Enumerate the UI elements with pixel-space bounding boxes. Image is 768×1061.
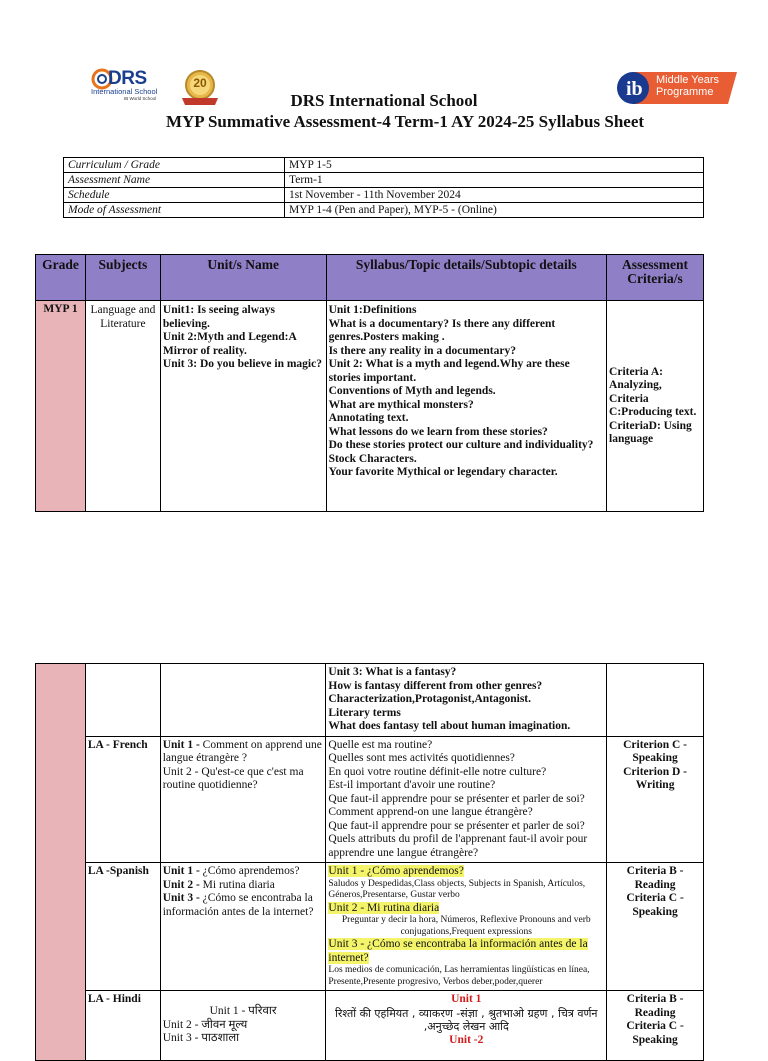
syllabus-cell <box>326 301 606 512</box>
syllabus-cell <box>326 991 607 1061</box>
syllabus-line: Your favorite Mythical or legendary character. <box>328 466 558 478</box>
table-row <box>36 301 704 512</box>
syllabus-line: Unit 3: What is a fantasy? <box>328 666 457 678</box>
unit-label: Unit 3 - <box>162 892 200 904</box>
unit-name: Unit 2 - Qu'est-ce que c'est ma routine quotidienne? <box>162 765 304 791</box>
unit-name: Unit 3: Do you believe in magic? <box>162 358 322 370</box>
info-label: Assessment Name <box>64 173 285 188</box>
sheet-title: MYP Summative Assessment-4 Term-1 AY 2024-25 Syllabus Sheet <box>165 112 645 131</box>
syllabus-line: Unit 1:Definitions <box>328 304 417 316</box>
syllabus-unit-heading <box>328 938 604 965</box>
subject-cell: Language and Literature <box>85 301 160 512</box>
subject-cell: LA -Spanish <box>85 863 160 991</box>
subject-cell: LA - French <box>85 736 160 863</box>
col-header-grade: Grade <box>36 255 86 301</box>
unit-text: Comment on apprend une langue étrangère ? <box>162 738 322 764</box>
ib-logo-text <box>656 74 719 98</box>
syllabus-cell <box>326 664 607 737</box>
syllabus-line: Los medios de comunicación, Las herramientas lingüísticas en línea, Presente,Presente progresivo, Verbos deber,poder,querer <box>328 965 590 987</box>
syllabus-line: How is fantasy different from other genres? <box>328 679 543 692</box>
assessment-info-table <box>63 157 704 218</box>
syllabus-line: Que faut-il apprendre pour se présenter et parler de soi? <box>328 819 585 832</box>
info-label: Schedule <box>64 188 285 203</box>
criteria-line: Criteria C:Producing text. <box>609 392 697 418</box>
unit-name <box>163 865 324 879</box>
info-label: Mode of Assessment <box>64 203 285 218</box>
syllabus-line: Que faut-il apprendre pour se présenter et parler de soi? <box>328 792 585 805</box>
syllabus-unit-heading <box>328 902 604 916</box>
syllabus-unit-heading: Unit -2 <box>449 1033 484 1046</box>
unit-text: ¿Cómo aprendemos? <box>202 865 300 877</box>
units-cell <box>160 991 326 1061</box>
syllabus-line: Est-il important d'avoir une routine? <box>328 779 496 791</box>
col-header-criteria: Assessment Criteria/s <box>607 255 704 301</box>
syllabus-line: Quelles sont mes activités quotidiennes? <box>328 752 515 764</box>
criteria-line: Criterion D - Writing <box>623 765 687 791</box>
unit-name: Unit 2:Myth and Legend:A Mirror of reality. <box>162 331 297 357</box>
info-value: 1st November - 11th November 2024 <box>285 188 704 203</box>
syllabus-unit-heading: Unit 1 <box>451 993 482 1005</box>
criteria-line: Criteria B - Reading <box>626 865 684 891</box>
criteria-line: Criteria B - Reading <box>626 993 684 1019</box>
criteria-line: Criteria A: Analyzing, <box>609 365 664 391</box>
unit-name <box>163 739 324 766</box>
table-row-spanish <box>36 863 704 991</box>
table-row-french <box>36 736 704 863</box>
syllabus-line: Saludos y Despedidas,Class objects, Subjects in Spanish, Artículos, Géneros,Presentarse, Gustar verbo <box>328 878 586 900</box>
grade-cell: MYP 1 <box>36 301 86 512</box>
unit-name <box>163 892 324 919</box>
syllabus-line: Unit 2: What is a myth and legend.Why are these stories important. <box>328 358 570 384</box>
table-row <box>36 664 704 737</box>
table-header-row <box>36 255 704 301</box>
criteria-cell <box>607 863 704 991</box>
syllabus-line: Annotating text. <box>328 412 409 424</box>
info-row <box>64 188 704 203</box>
criteria-cell <box>607 301 704 512</box>
syllabus-line: रिश्तों की एहमियत , व्याकरण -संज्ञा , श्रुतभाओ ग्रहण , चित्र वर्णन ,अनुच्छेद लेखन आदि <box>334 1006 598 1033</box>
units-cell <box>160 863 326 991</box>
highlighted-heading: Unit 1 - ¿Cómo aprendemos? <box>328 865 464 877</box>
syllabus-table <box>35 254 704 512</box>
drs-logo-subtitle: International School <box>91 87 158 96</box>
highlighted-heading: Unit 2 - Mi rutina diaria <box>328 901 440 914</box>
syllabus-line: Literary terms <box>328 706 401 719</box>
grade-cell <box>36 664 86 1061</box>
unit-name: Unit 2 - जीवन मूल्य <box>162 1018 248 1031</box>
drs-logo-tagline: IB World School <box>124 96 157 101</box>
ib-myp-logo <box>616 70 737 106</box>
syllabus-line: What are mythical monsters? <box>328 398 474 411</box>
syllabus-line: Quels attributs du profil de l'apprenant faut-il avoir pour apprendre une langue étrangère? <box>328 833 588 859</box>
criteria-line: Criterion C - Speaking <box>623 738 687 764</box>
unit-label: Unit 1 - <box>162 865 200 877</box>
info-row <box>64 158 704 173</box>
drs-logo-word: DRS <box>108 68 147 89</box>
units-cell <box>160 301 326 512</box>
syllabus-cell <box>326 736 607 863</box>
syllabus-line: Conventions of Myth and legends. <box>328 385 496 397</box>
syllabus-line: Stock Characters. <box>328 452 417 465</box>
badge-number: 20 <box>193 76 207 90</box>
criteria-line: Criteria C - Speaking <box>626 1020 684 1046</box>
table-row-hindi <box>36 991 704 1061</box>
svg-text:ib: ib <box>626 78 643 100</box>
syllabus-line: Characterization,Protagonist,Antagonist. <box>328 693 532 705</box>
school-name: DRS International School <box>290 91 478 110</box>
syllabus-line: Quelle est ma routine? <box>328 738 433 751</box>
info-value: Term-1 <box>285 173 704 188</box>
highlighted-heading: Unit 3 - ¿Cómo se encontraba la información antes de la internet? <box>328 938 588 964</box>
unit-name: Unit 3 - पाठशाला <box>162 1032 240 1044</box>
criteria-line: CriteriaD: Using language <box>609 419 692 445</box>
info-value: MYP 1-4 (Pen and Paper), MYP-5 - (Online) <box>285 203 704 218</box>
criteria-line: Criteria C - Speaking <box>626 892 684 918</box>
info-value: MYP 1-5 <box>285 158 704 173</box>
syllabus-line: What lessons do we learn from these stories? <box>328 425 548 438</box>
ib-line1: Middle Years <box>656 74 719 86</box>
syllabus-line: Do these stories protect our culture and individuality? <box>328 439 594 451</box>
info-row <box>64 173 704 188</box>
unit-name: Unit1: Is seeing always believing. <box>162 304 276 330</box>
col-header-units: Unit/s Name <box>160 255 326 301</box>
criteria-cell <box>607 991 704 1061</box>
unit-label: Unit 1 - <box>162 738 200 751</box>
unit-label: Unit 2 - <box>162 878 200 891</box>
col-header-syllabus: Syllabus/Topic details/Subtopic details <box>326 255 606 301</box>
units-cell <box>160 736 326 863</box>
syllabus-line: Comment apprend-on une langue étrangère? <box>328 806 533 818</box>
criteria-cell <box>607 736 704 863</box>
syllabus-table-continued <box>35 663 704 1061</box>
criteria-cell <box>607 664 704 737</box>
syllabus-line: En quoi votre routine définit-elle notre culture? <box>328 765 547 778</box>
unit-text: Mi rutina diaria <box>202 878 275 891</box>
syllabus-line: What is a documentary? Is there any different genres.Posters making . <box>328 317 556 343</box>
units-cell <box>160 664 326 737</box>
info-row <box>64 203 704 218</box>
unit-text: ¿Cómo se encontraba la información antes de la internet? <box>162 892 314 918</box>
info-label: Curriculum / Grade <box>64 158 285 173</box>
col-header-subjects: Subjects <box>85 255 160 301</box>
unit-name: Unit 1 - परिवार <box>209 1005 277 1017</box>
syllabus-line: Is there any reality in a documentary? <box>328 344 516 357</box>
syllabus-line: What does fantasy tell about human imagination. <box>328 720 571 732</box>
unit-name <box>163 879 324 893</box>
syllabus-unit-heading <box>328 865 604 879</box>
syllabus-cell <box>326 863 607 991</box>
subject-cell: LA - Hindi <box>85 991 160 1061</box>
subject-cell <box>85 664 160 737</box>
syllabus-line: Preguntar y decir la hora, Números, Reflexive Pronouns and verb conjugations,Frequent expressions <box>341 915 591 937</box>
ib-line2: Programme <box>656 86 714 98</box>
